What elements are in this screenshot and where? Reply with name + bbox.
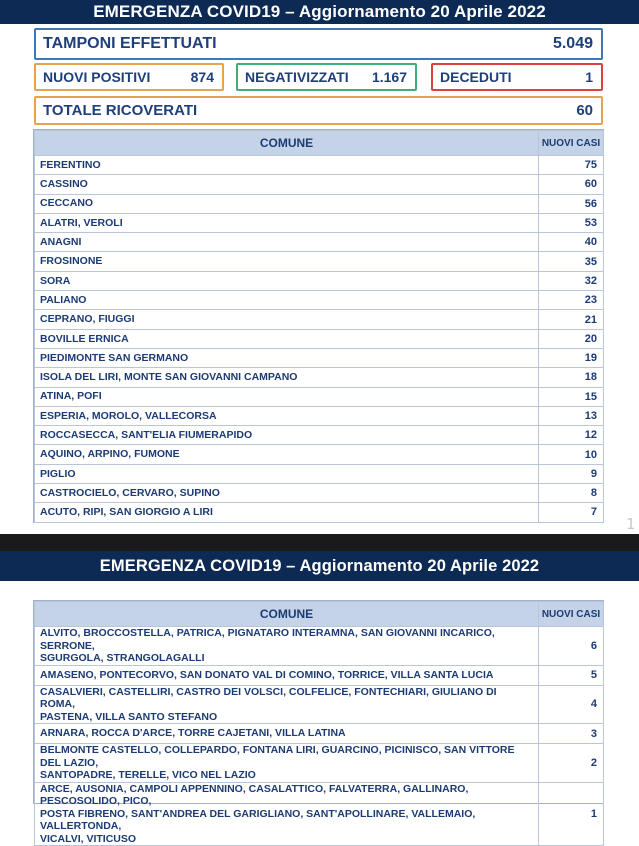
table-row: [35, 503, 604, 522]
casi-cell: 3: [539, 724, 604, 744]
casi-cell: 6: [539, 627, 604, 666]
comune-cell: ALATRI, VEROLI: [35, 213, 539, 232]
comune-cell: FROSINONE: [35, 252, 539, 271]
ricoverati-label: TOTALE RICOVERATI: [43, 102, 198, 119]
casi-cell: 15: [539, 387, 604, 406]
table-row: [35, 233, 604, 252]
comune-line: ARNARA, ROCCA D'ARCE, TORRE CAJETANI, VILLA LATINA: [40, 727, 346, 740]
comune-cell: [35, 627, 539, 666]
tamponi-box: [34, 28, 603, 60]
comune-cell: CASSINO: [35, 175, 539, 194]
casi-cell: 7: [539, 503, 604, 522]
table-row: [35, 213, 604, 232]
table-row: [35, 310, 604, 329]
comune-cell: PIGLIO: [35, 464, 539, 483]
negativizzati-value: 1.167: [371, 69, 407, 85]
comune-cell: [35, 685, 539, 724]
header-comune: COMUNE: [35, 131, 539, 156]
comune-cell: FERENTINO: [35, 156, 539, 175]
comune-cell: [35, 782, 539, 846]
comune-line: AMASENO, PONTECORVO, SAN DONATO VAL DI COMINO, TORRICE, VILLA SANTA LUCIA: [40, 668, 494, 681]
casi-cell: 56: [539, 194, 604, 213]
casi-cell: 19: [539, 348, 604, 367]
casi-cell: 40: [539, 233, 604, 252]
table-row: [35, 627, 604, 666]
cases-table-2-grid: [34, 601, 604, 846]
casi-cell: 12: [539, 426, 604, 445]
table-row: [35, 426, 604, 445]
casi-cell: 75: [539, 156, 604, 175]
comune-cell: [35, 724, 539, 744]
positivi-value: 874: [190, 69, 214, 85]
comune-cell: SORA: [35, 271, 539, 290]
negativizzati-label: NEGATIVIZZATI: [245, 69, 349, 85]
table-header-row: [35, 131, 604, 156]
comune-line: SGURGOLA, STRANGOLAGALLI: [40, 652, 205, 664]
negativizzati-box: [236, 63, 417, 91]
comune-cell: PIEDIMONTE SAN GERMANO: [35, 348, 539, 367]
table-row: [35, 685, 604, 724]
casi-cell: 4: [539, 685, 604, 724]
casi-cell: 1: [539, 782, 604, 846]
table-row: [35, 348, 604, 367]
page-separator: [0, 534, 639, 551]
comune-cell: [35, 744, 539, 783]
comune-cell: ISOLA DEL LIRI, MONTE SAN GIOVANNI CAMPANO: [35, 368, 539, 387]
comune-cell: CECCANO: [35, 194, 539, 213]
comune-cell: AQUINO, ARPINO, FUMONE: [35, 445, 539, 464]
comune-cell: BOVILLE ERNICA: [35, 329, 539, 348]
cases-table-2: [33, 600, 604, 845]
table-header-row: [35, 602, 604, 627]
positivi-label: NUOVI POSITIVI: [43, 69, 151, 85]
table-row: [35, 387, 604, 406]
casi-cell: 18: [539, 368, 604, 387]
casi-cell: 20: [539, 329, 604, 348]
cases-table-1-grid: [34, 130, 604, 523]
comune-cell: ESPERIA, MOROLO, VALLECORSA: [35, 406, 539, 425]
comune-line: ALVITO, BROCCOSTELLA, PATRICA, PIGNATARO INTERAMNA, SAN GIOVANNI INCARICO, SERRONE,: [40, 627, 495, 652]
comune-cell: ANAGNI: [35, 233, 539, 252]
table-row: [35, 368, 604, 387]
comune-line: POSTA FIBRENO, SANT'ANDREA DEL GARIGLIANO, SANT'APOLLINARE, VALLEMAIO, VALLERTONDA,: [40, 807, 476, 832]
casi-cell: 13: [539, 406, 604, 425]
casi-cell: 35: [539, 252, 604, 271]
casi-cell: 32: [539, 271, 604, 290]
page-number: 1: [626, 515, 636, 533]
table-row: [35, 291, 604, 310]
page-banner-bottom: EMERGENZA COVID19 – Aggiornamento 20 Aprile 2022: [0, 551, 639, 581]
page-banner-top: EMERGENZA COVID19 – Aggiornamento 20 Aprile 2022: [0, 0, 639, 24]
casi-cell: 60: [539, 175, 604, 194]
comune-line: BELMONTE CASTELLO, COLLEPARDO, FONTANA LIRI, GUARCINO, PICINISCO, SAN VITTORE DEL LAZIO,: [40, 744, 515, 769]
comune-cell: PALIANO: [35, 291, 539, 310]
ricoverati-box: [34, 96, 603, 125]
casi-cell: 53: [539, 213, 604, 232]
table-row: [35, 464, 604, 483]
table-row: [35, 665, 604, 685]
table-row: [35, 445, 604, 464]
deceduti-box: [431, 63, 603, 91]
table-row: [35, 252, 604, 271]
positivi-box: [34, 63, 224, 91]
cases-table-1: [33, 129, 604, 523]
casi-cell: 2: [539, 744, 604, 783]
deceduti-label: DECEDUTI: [440, 69, 512, 85]
header-comune: COMUNE: [35, 602, 539, 627]
comune-cell: ACUTO, RIPI, SAN GIORGIO A LIRI: [35, 503, 539, 522]
tamponi-label: TAMPONI EFFETTUATI: [43, 35, 217, 52]
table-row: [35, 406, 604, 425]
header-nuovi-casi: NUOVI CASI: [539, 131, 604, 156]
casi-cell: 10: [539, 445, 604, 464]
table-row: [35, 175, 604, 194]
casi-cell: 8: [539, 484, 604, 503]
casi-cell: 21: [539, 310, 604, 329]
comune-cell: CEPRANO, FIUGGI: [35, 310, 539, 329]
table-row: [35, 724, 604, 744]
table-row: [35, 156, 604, 175]
deceduti-value: 1: [585, 69, 593, 85]
table-row: [35, 329, 604, 348]
comune-cell: [35, 665, 539, 685]
table-row: [35, 744, 604, 783]
comune-cell: ATINA, POFI: [35, 387, 539, 406]
table-row: [35, 484, 604, 503]
comune-line: PASTENA, VILLA SANTO STEFANO: [40, 710, 218, 723]
comune-line: CASALVIERI, CASTELLIRI, CASTRO DEI VOLSCI, COLFELICE, FONTECHIARI, GIULIANO DI ROMA,: [40, 685, 497, 710]
tamponi-value: 5.049: [552, 35, 593, 52]
comune-line: VICALVI, VITICUSO: [40, 832, 137, 845]
table-row: [35, 194, 604, 213]
casi-cell: 5: [539, 665, 604, 685]
casi-cell: 9: [539, 464, 604, 483]
ricoverati-value: 60: [576, 102, 593, 119]
comune-cell: ROCCASECCA, SANT'ELIA FIUMERAPIDO: [35, 426, 539, 445]
comune-line: ARCE, AUSONIA, CAMPOLI APPENNINO, CASALATTICO, FALVATERRA, GALLINARO, PESCOSOLIDO, PICO,: [40, 782, 469, 807]
table-row: [35, 271, 604, 290]
table-row: [35, 782, 604, 846]
comune-cell: CASTROCIELO, CERVARO, SUPINO: [35, 484, 539, 503]
comune-line: SANTOPADRE, TERELLE, VICO NEL LAZIO: [40, 769, 256, 781]
header-nuovi-casi: NUOVI CASI: [539, 602, 604, 627]
casi-cell: 23: [539, 291, 604, 310]
